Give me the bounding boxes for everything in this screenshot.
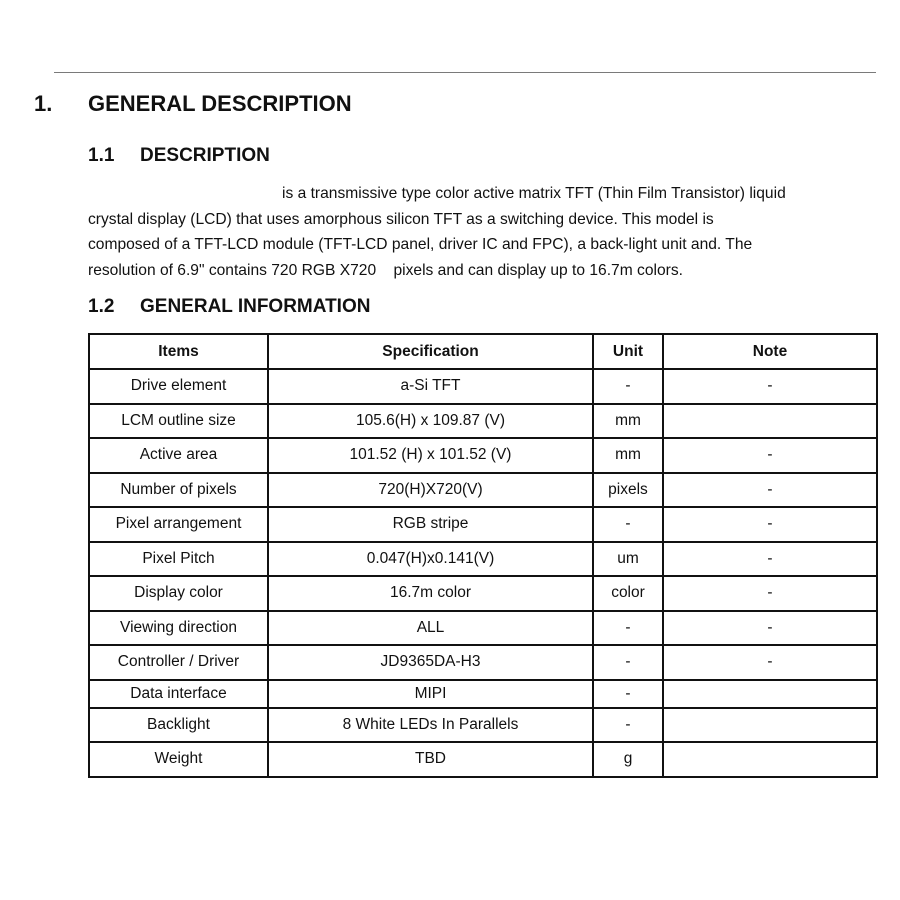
description-line-2: crystal display (LCD) that uses amorphous silicon TFT as a switching device. This model is bbox=[88, 210, 714, 228]
cell-unit: - bbox=[593, 611, 663, 646]
column-header-unit: Unit bbox=[593, 334, 663, 369]
cell-item: Weight bbox=[89, 742, 268, 777]
column-header-items: Items bbox=[89, 334, 268, 369]
cell-note: - bbox=[663, 645, 877, 680]
description-line-3: composed of a TFT-LCD module (TFT-LCD panel, driver IC and FPC), a back-light unit and. The bbox=[88, 236, 753, 253]
description-line-4: resolution of 6.9" contains 720 RGB X720 pixels and can display up to 16.7m colors. bbox=[88, 261, 683, 279]
cell-item: LCM outline size bbox=[89, 404, 268, 439]
cell-item: Pixel Pitch bbox=[89, 542, 268, 577]
table-row bbox=[89, 645, 877, 680]
cell-spec: 8 White LEDs In Parallels bbox=[268, 708, 593, 743]
cell-unit: - bbox=[593, 369, 663, 404]
cell-item: Active area bbox=[89, 438, 268, 473]
table-row bbox=[89, 438, 877, 473]
section-number: 1. bbox=[34, 91, 53, 116]
cell-unit: mm bbox=[593, 404, 663, 439]
cell-unit: - bbox=[593, 507, 663, 542]
cell-unit: - bbox=[593, 680, 663, 708]
description-line-1: is a transmissive type color active matrix TFT (Thin Film Transistor) liquid bbox=[282, 185, 786, 202]
description-paragraph bbox=[88, 181, 878, 283]
cell-note bbox=[663, 742, 877, 777]
cell-unit: g bbox=[593, 742, 663, 777]
subsection-title: DESCRIPTION bbox=[140, 145, 270, 166]
subsection-number: 1.2 bbox=[88, 296, 115, 317]
table-row bbox=[89, 611, 877, 646]
cell-note: - bbox=[663, 369, 877, 404]
subsection-title: GENERAL INFORMATION bbox=[140, 296, 371, 317]
table-row bbox=[89, 708, 877, 743]
section-heading bbox=[34, 91, 352, 117]
cell-unit: mm bbox=[593, 438, 663, 473]
cell-note bbox=[663, 404, 877, 439]
subsection-heading-general-information bbox=[88, 296, 370, 318]
table-row bbox=[89, 680, 877, 708]
cell-note: - bbox=[663, 611, 877, 646]
cell-spec: TBD bbox=[268, 742, 593, 777]
cell-note bbox=[663, 680, 877, 708]
cell-unit: - bbox=[593, 708, 663, 743]
cell-spec: ALL bbox=[268, 611, 593, 646]
cell-item: Display color bbox=[89, 576, 268, 611]
cell-item: Pixel arrangement bbox=[89, 507, 268, 542]
cell-spec: 720(H)X720(V) bbox=[268, 473, 593, 508]
subsection-number: 1.1 bbox=[88, 145, 115, 166]
cell-spec: a-Si TFT bbox=[268, 369, 593, 404]
cell-unit: - bbox=[593, 645, 663, 680]
column-header-specification: Specification bbox=[268, 334, 593, 369]
cell-item: Controller / Driver bbox=[89, 645, 268, 680]
cell-note: - bbox=[663, 542, 877, 577]
cell-unit: pixels bbox=[593, 473, 663, 508]
cell-spec: 0.047(H)x0.141(V) bbox=[268, 542, 593, 577]
general-information-table bbox=[88, 333, 878, 778]
table-row bbox=[89, 742, 877, 777]
cell-unit: um bbox=[593, 542, 663, 577]
cell-note: - bbox=[663, 507, 877, 542]
cell-note: - bbox=[663, 473, 877, 508]
table-row bbox=[89, 473, 877, 508]
cell-note bbox=[663, 708, 877, 743]
cell-spec: 101.52 (H) x 101.52 (V) bbox=[268, 438, 593, 473]
cell-note: - bbox=[663, 438, 877, 473]
cell-note: - bbox=[663, 576, 877, 611]
cell-item: Drive element bbox=[89, 369, 268, 404]
table-row bbox=[89, 542, 877, 577]
cell-spec: RGB stripe bbox=[268, 507, 593, 542]
column-header-note: Note bbox=[663, 334, 877, 369]
subsection-heading-description bbox=[88, 145, 270, 167]
cell-spec: MIPI bbox=[268, 680, 593, 708]
table-header-row bbox=[89, 334, 877, 369]
cell-spec: JD9365DA-H3 bbox=[268, 645, 593, 680]
table-row bbox=[89, 507, 877, 542]
cell-item: Data interface bbox=[89, 680, 268, 708]
cell-unit: color bbox=[593, 576, 663, 611]
cell-spec: 16.7m color bbox=[268, 576, 593, 611]
cell-spec: 105.6(H) x 109.87 (V) bbox=[268, 404, 593, 439]
table-row bbox=[89, 369, 877, 404]
table-row bbox=[89, 404, 877, 439]
table-row bbox=[89, 576, 877, 611]
cell-item: Backlight bbox=[89, 708, 268, 743]
header-rule bbox=[54, 72, 876, 73]
section-title: GENERAL DESCRIPTION bbox=[88, 91, 352, 116]
cell-item: Viewing direction bbox=[89, 611, 268, 646]
cell-item: Number of pixels bbox=[89, 473, 268, 508]
